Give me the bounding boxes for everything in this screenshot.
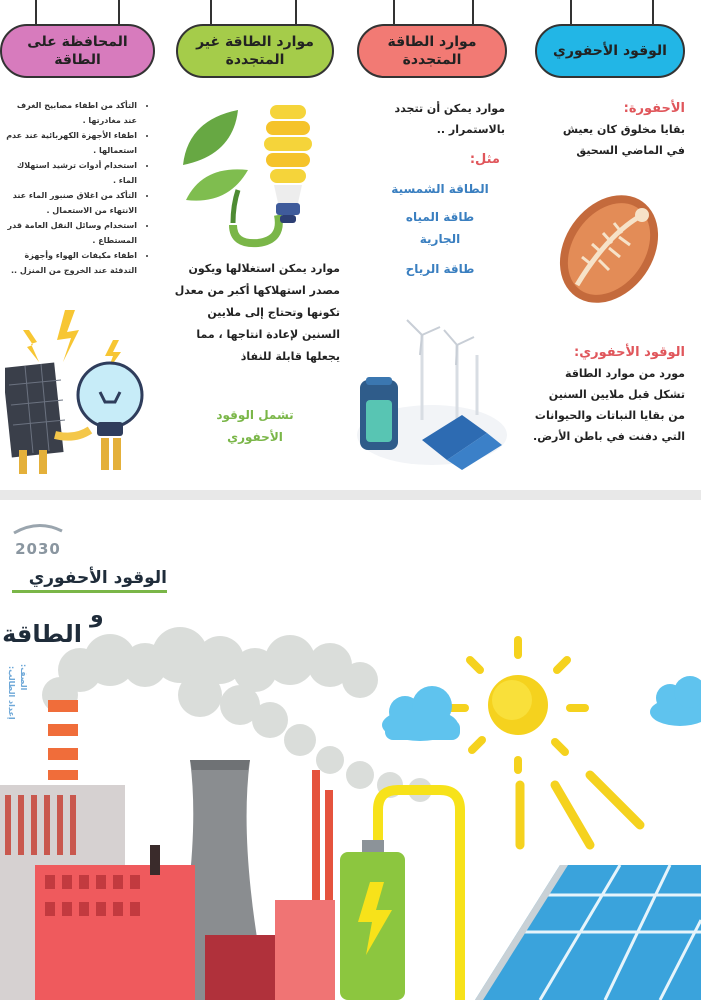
- page-divider: [0, 490, 701, 500]
- nonrenewable-header: [176, 24, 334, 78]
- cloud-icon: [382, 686, 460, 741]
- fossil-fuel-text: مورد من موارد الطاقة تشكل قبل ملايين السنين من بقايا النباتات والحيوانات التي دفنت في باطن الأرض.: [533, 367, 685, 443]
- tip-item: • استخدام وسائل النقل العامة قدر المستطاع .: [6, 218, 137, 248]
- conservation-header-line2: الطاقة: [54, 52, 101, 68]
- grade-label: الصف:: [19, 663, 28, 690]
- renewable-energy-illustration: [352, 315, 512, 475]
- cover-title-line2: الطاقة: [2, 620, 82, 648]
- cover-title-line1: الوقود الأحفوري: [12, 568, 167, 593]
- fossil-fuel-header-text: الوقود الأحفوري: [553, 43, 667, 59]
- fossil-skeleton-image: [547, 185, 672, 310]
- sun-icon: [450, 640, 640, 845]
- example-wind: طاقة الرياح: [405, 262, 475, 276]
- conservation-header: [0, 24, 155, 78]
- brochure-cover: [0, 500, 701, 1000]
- tip-item: • التأكد من اغلاق صنبور الماء عند الانتهاء من الاستعمال .: [6, 188, 137, 218]
- fossil-def-text: بقايا مخلوق كان يعيش في الماضي السحيق: [562, 123, 685, 157]
- student-name-label: إعداد الطالب:: [7, 666, 16, 720]
- renewable-header: [357, 24, 507, 78]
- cloud-icon: [650, 676, 701, 726]
- renewable-examples: [375, 178, 505, 280]
- eco-bulb-image: [178, 95, 318, 250]
- nonrenewable-header-line2: المتجددة: [225, 52, 285, 68]
- tip-item: • اطفاء مكيفات الهواء وأجهزة التدفئة عند الخروج من المنزل ..: [6, 248, 137, 278]
- solar-panel-and-bulb-image: [5, 300, 155, 480]
- example-solar: الطاقة الشمسية: [391, 182, 489, 196]
- nonrenewable-header-line1: موارد الطاقة غير: [196, 34, 314, 50]
- energy-scene-illustration: [0, 620, 701, 1000]
- renewable-description: موارد يمكن أن تتجدد بالاستمرار ..: [394, 102, 505, 136]
- fossil-fuel-definition: [530, 342, 685, 447]
- fossil-def-title: الأحفورة:: [623, 101, 685, 116]
- nonrenewable-note: تشمل الوقود الأحفوري: [216, 408, 294, 444]
- nonrenewable-description: موارد يمكن استغلالها ويكون مصدر استهلاكها أكبر من معدل تكونها وتحتاج إلى ملايين السنين لإعادة انتاجها ، مما يجعلها قابلة للنفاذ: [174, 262, 340, 363]
- tip-item: • استخدام أدوات ترشيد استهلاك الماء .: [6, 158, 137, 188]
- vision-2030-logo: [8, 522, 68, 557]
- renewable-header-line1: موارد الطاقة: [387, 34, 477, 50]
- conservation-header-line1: المحافظة على: [27, 34, 128, 50]
- example-water: طاقة المياه الجارية: [405, 210, 475, 246]
- tip-item: • التأكد من اطفاء مصابيح الغرف عند مغادرتها .: [6, 98, 137, 128]
- striped-chimney: [48, 700, 78, 780]
- vision-2030-text: 2030: [15, 540, 61, 558]
- fossil-fuel-title: الوقود الأحفوري:: [574, 345, 685, 360]
- solar-panel-icon: [475, 865, 701, 1000]
- renewable-header-line2: المتجددة: [402, 52, 462, 68]
- conservation-tips: [6, 98, 151, 278]
- renewable-example-label: مثل:: [469, 152, 500, 167]
- cover-title-connector: و: [90, 603, 104, 628]
- brochure-inside: [0, 0, 701, 490]
- tip-item: • اطفاء الأجهزة الكهربائية عند عدم استعمالها .: [6, 128, 137, 158]
- fossil-fuel-header: [535, 24, 685, 78]
- vision-logo-swoosh-icon: [10, 523, 66, 537]
- pink-building: [275, 900, 335, 1000]
- fossil-definition: [530, 98, 685, 161]
- battery-icon: [340, 840, 405, 1000]
